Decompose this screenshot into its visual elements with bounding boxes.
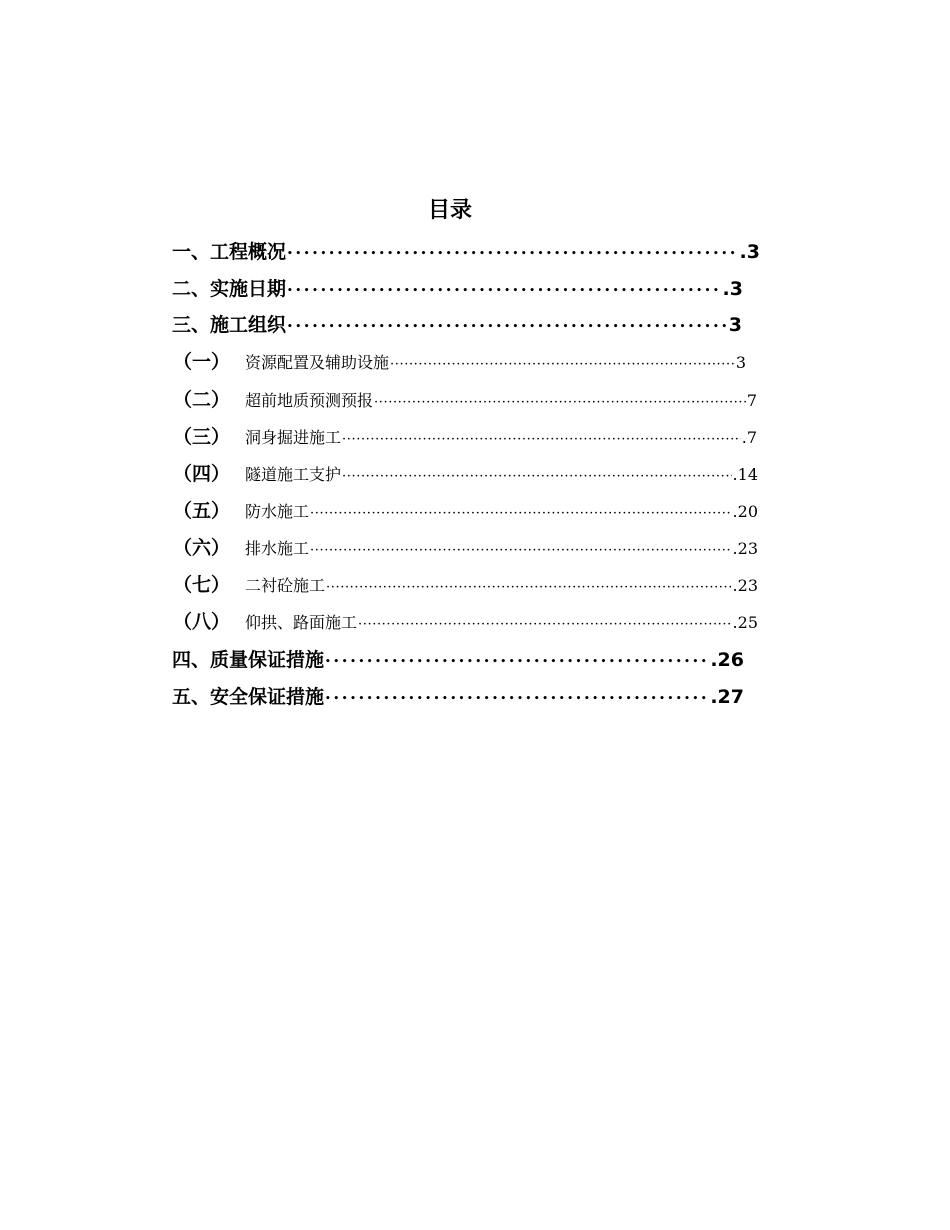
toc-entry-page: .23 — [732, 539, 758, 558]
toc-entry-title: 实施日期 — [210, 278, 287, 300]
toc-entry[interactable] — [172, 237, 760, 267]
toc-entry-number: （五） — [173, 500, 231, 522]
toc-dot-leader — [287, 238, 739, 267]
toc-entry[interactable] — [173, 534, 758, 562]
toc-dot-leader — [374, 389, 746, 414]
toc-entry-page: 3 — [728, 314, 742, 336]
toc-dot-leader — [310, 537, 732, 562]
toc-entry-title: 超前地质预测预报 — [245, 391, 374, 410]
toc-entry-title: 排水施工 — [245, 539, 310, 558]
toc-entry[interactable] — [172, 274, 743, 304]
toc-entry[interactable] — [173, 386, 757, 414]
toc-entry-page: .3 — [739, 241, 760, 263]
toc-entry-title: 工程概况 — [210, 241, 287, 263]
toc-entry[interactable] — [173, 497, 758, 525]
toc-dot-leader — [390, 351, 735, 376]
toc-entry[interactable] — [173, 460, 758, 488]
toc-entry-number: 五、 — [172, 686, 211, 708]
toc-entry-page: .26 — [710, 649, 744, 671]
toc-entry-number: 三、 — [172, 314, 211, 336]
toc-entry[interactable] — [173, 423, 757, 451]
toc-entry-number: （六） — [173, 537, 231, 559]
toc-entry-number: （七） — [173, 574, 231, 596]
toc-entry[interactable] — [172, 645, 744, 675]
toc-entry-number: （四） — [173, 463, 231, 485]
toc-dot-leader — [326, 574, 732, 599]
toc-entry-number: （一） — [173, 351, 231, 373]
toc-entry-page: 7 — [746, 391, 757, 410]
toc-entry-page: .20 — [732, 502, 758, 521]
toc-dot-leader — [325, 683, 709, 712]
toc-dot-leader — [342, 463, 732, 488]
toc-entry-page: .3 — [722, 278, 743, 300]
toc-entry[interactable] — [173, 571, 758, 599]
toc-entry-number: 二、 — [172, 278, 211, 300]
toc-entry-page: .25 — [732, 613, 758, 632]
toc-entry[interactable] — [172, 682, 744, 712]
toc-dot-leader — [310, 500, 732, 525]
toc-entry-page: .7 — [741, 428, 757, 447]
toc-entry-number: （八） — [173, 611, 231, 633]
toc-entry-title: 资源配置及辅助设施 — [245, 353, 390, 372]
toc-entry-number: 一、 — [172, 241, 211, 263]
toc-entry-title: 洞身掘进施工 — [245, 428, 342, 447]
toc-entry-title: 防水施工 — [245, 502, 310, 521]
toc-entry-title: 安全保证措施 — [210, 686, 325, 708]
toc-entry-title: 二衬砼施工 — [245, 576, 326, 595]
toc-entry[interactable] — [173, 608, 758, 636]
toc-dot-leader — [287, 311, 728, 340]
toc-dot-leader — [325, 646, 709, 675]
toc-dot-leader — [342, 426, 741, 451]
toc-entry[interactable] — [173, 348, 746, 376]
toc-entry-number: （二） — [173, 389, 231, 411]
toc-dot-leader — [287, 275, 722, 304]
toc-entry-title: 施工组织 — [210, 314, 287, 336]
toc-entry-title: 仰拱、路面施工 — [245, 613, 358, 632]
toc-entry-page: .14 — [732, 465, 758, 484]
toc-title: 目录 — [427, 198, 472, 223]
toc-entry-title: 隧道施工支护 — [245, 465, 342, 484]
toc-entry-title: 质量保证措施 — [210, 649, 325, 671]
toc-entry-number: （三） — [173, 426, 231, 448]
toc-entry-page: 3 — [735, 353, 746, 372]
toc-entry[interactable] — [172, 310, 742, 340]
toc-entry-number: 四、 — [172, 649, 211, 671]
toc-entry-page: .27 — [710, 686, 744, 708]
toc-entry-page: .23 — [732, 576, 758, 595]
toc-dot-leader — [358, 611, 732, 636]
